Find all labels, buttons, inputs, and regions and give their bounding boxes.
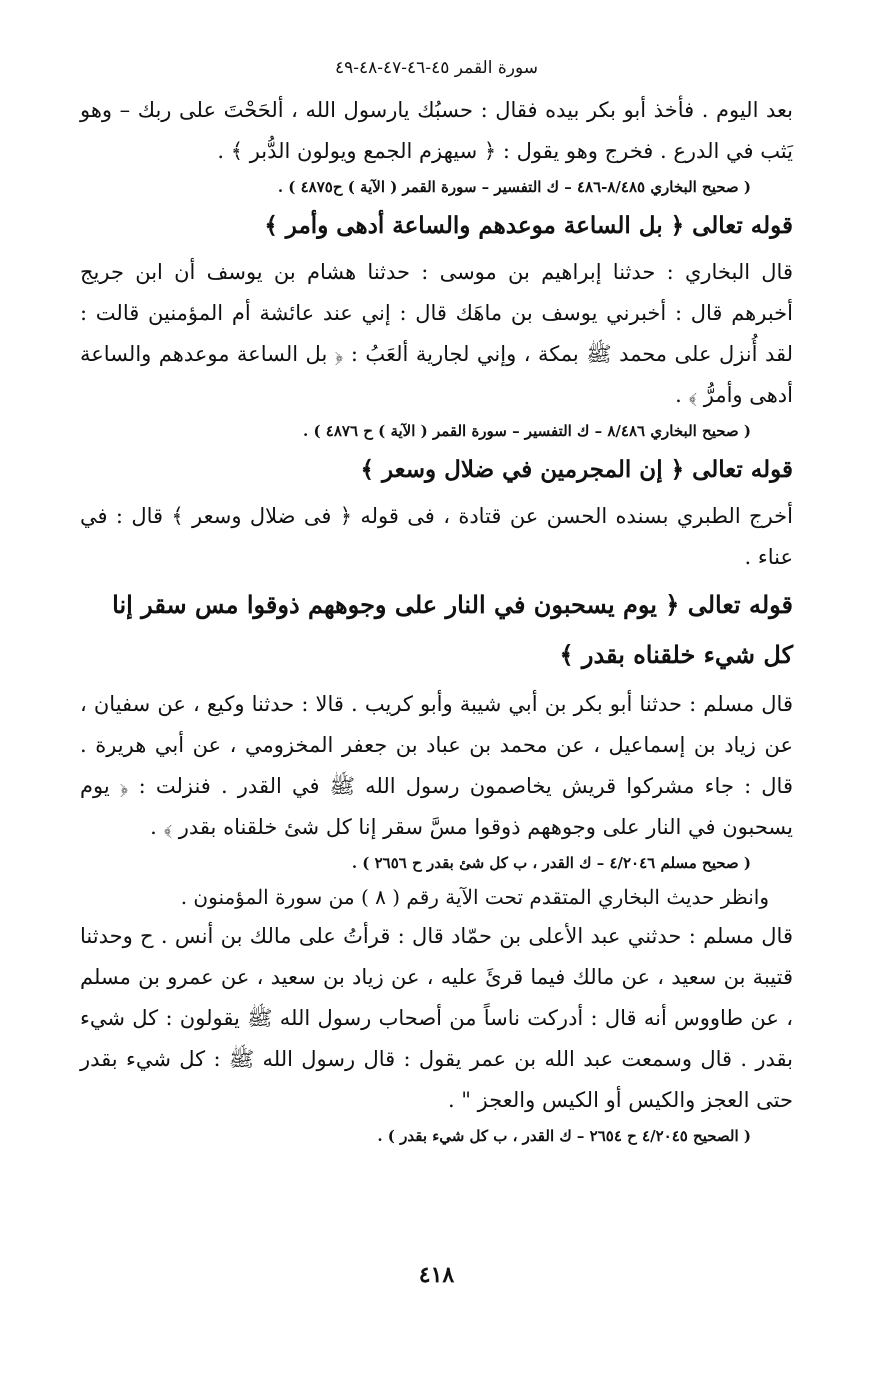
paragraph: بعد اليوم . فأخذ أبو بكر بيده فقال : حسبُك يارسول الله ، ألحَحْتَ على ربك – وهو يَثب في الدرع . فخرج وهو يقول : ﴿ سيهزم الجمع ويولون الدُّبر ﴾ . (80, 98, 793, 163)
paragraph: قال البخاري : حدثنا إبراهيم بن موسى : حدثنا هشام بن يوسف أن ابن جريج أخبرهم قال : أخبرني يوسف بن ماهَك قال : إني عند عائشة أم المؤمنين قالت : لقد أُنزل على محمد ﷺ بمكة ، وإني لجارية ألعَبُ : ﴿ بل الساعة موعدهم والساعة أدهى وأمرُّ ﴾ . (80, 260, 793, 407)
citation: ( صحيح مسلم ٤/٢٠٤٦ – ك القدر ، ب كل شئ بقدر ح ٢٦٥٦ ) . (351, 854, 751, 872)
section-heading: قوله تعالى ﴿ بل الساعة موعدهم والساعة أدهى وأمر ﴾ (264, 212, 793, 239)
running-header: سورة القمر ٤٥-٤٦-٤٧-٤٨-٤٩ (335, 58, 538, 78)
section-heading: قوله تعالى ﴿ إن المجرمين في ضلال وسعر ﴾ (360, 456, 793, 483)
citation: ( صحيح البخاري ٨/٤٨٦ – ك التفسير – سورة القمر ( الآية ) ح ٤٨٧٦ ) . (303, 422, 751, 440)
section-heading: قوله تعالى ﴿ يوم يسحبون في النار على وجوههم ذوقوا مس سقر إنا كل شيء خلقناه بقدر ﴾ (112, 590, 793, 669)
citation: ( الصحيح ٤/٢٠٤٥ ح ٢٦٥٤ – ك القدر ، ب كل شيء بقدر ) . (377, 1127, 751, 1145)
cross-reference-note: وانظر حديث البخاري المتقدم تحت الآية رقم ( ٨ ) من سورة المؤمنون . (180, 885, 769, 909)
page-number: ٤١٨ (418, 1262, 455, 1288)
paragraph: قال مسلم : حدثني عبد الأعلى بن حمّاد قال : قرأتُ على مالك بن أنس . ح وحدثنا قتيبة بن سعيد ، عن مالك فيما قرئَ عليه ، عن زياد بن سعيد ، عن عمرو بن مسلم ، عن طاووس أنه قال : أدركت ناساً من أصحاب رسول الله ﷺ يقولون : كل شيء بقدر . قال وسمعت عبد الله بن عمر يقول : قال رسول الله ﷺ : كل شيء بقدر حتى العجز والكيس أو الكيس والعجز " . (80, 924, 793, 1112)
paragraph: أخرج الطبري بسنده الحسن عن قتادة ، فى قوله ﴿ فى ضلال وسعر ﴾ قال : في عناء . (80, 504, 793, 569)
citation: ( صحيح البخاري ٨/٤٨٥-٤٨٦ – ك التفسير – سورة القمر ( الآية ) ح٤٨٧٥ ) . (277, 178, 751, 196)
paragraph: قال مسلم : حدثنا أبو بكر بن أبي شيبة وأبو كريب . قالا : حدثنا وكيع ، عن سفيان ، عن زياد بن إسماعيل ، عن محمد بن عباد بن جعفر المخزومي ، عن أبي هريرة . قال : جاء مشركوا قريش يخاصمون رسول الله ﷺ في القدر . فنزلت : ﴿ يوم يسحبون في النار على وجوههم ذوقوا مسَّ سقر إنا كل شئ خلقناه بقدر ﴾ . (80, 692, 793, 839)
